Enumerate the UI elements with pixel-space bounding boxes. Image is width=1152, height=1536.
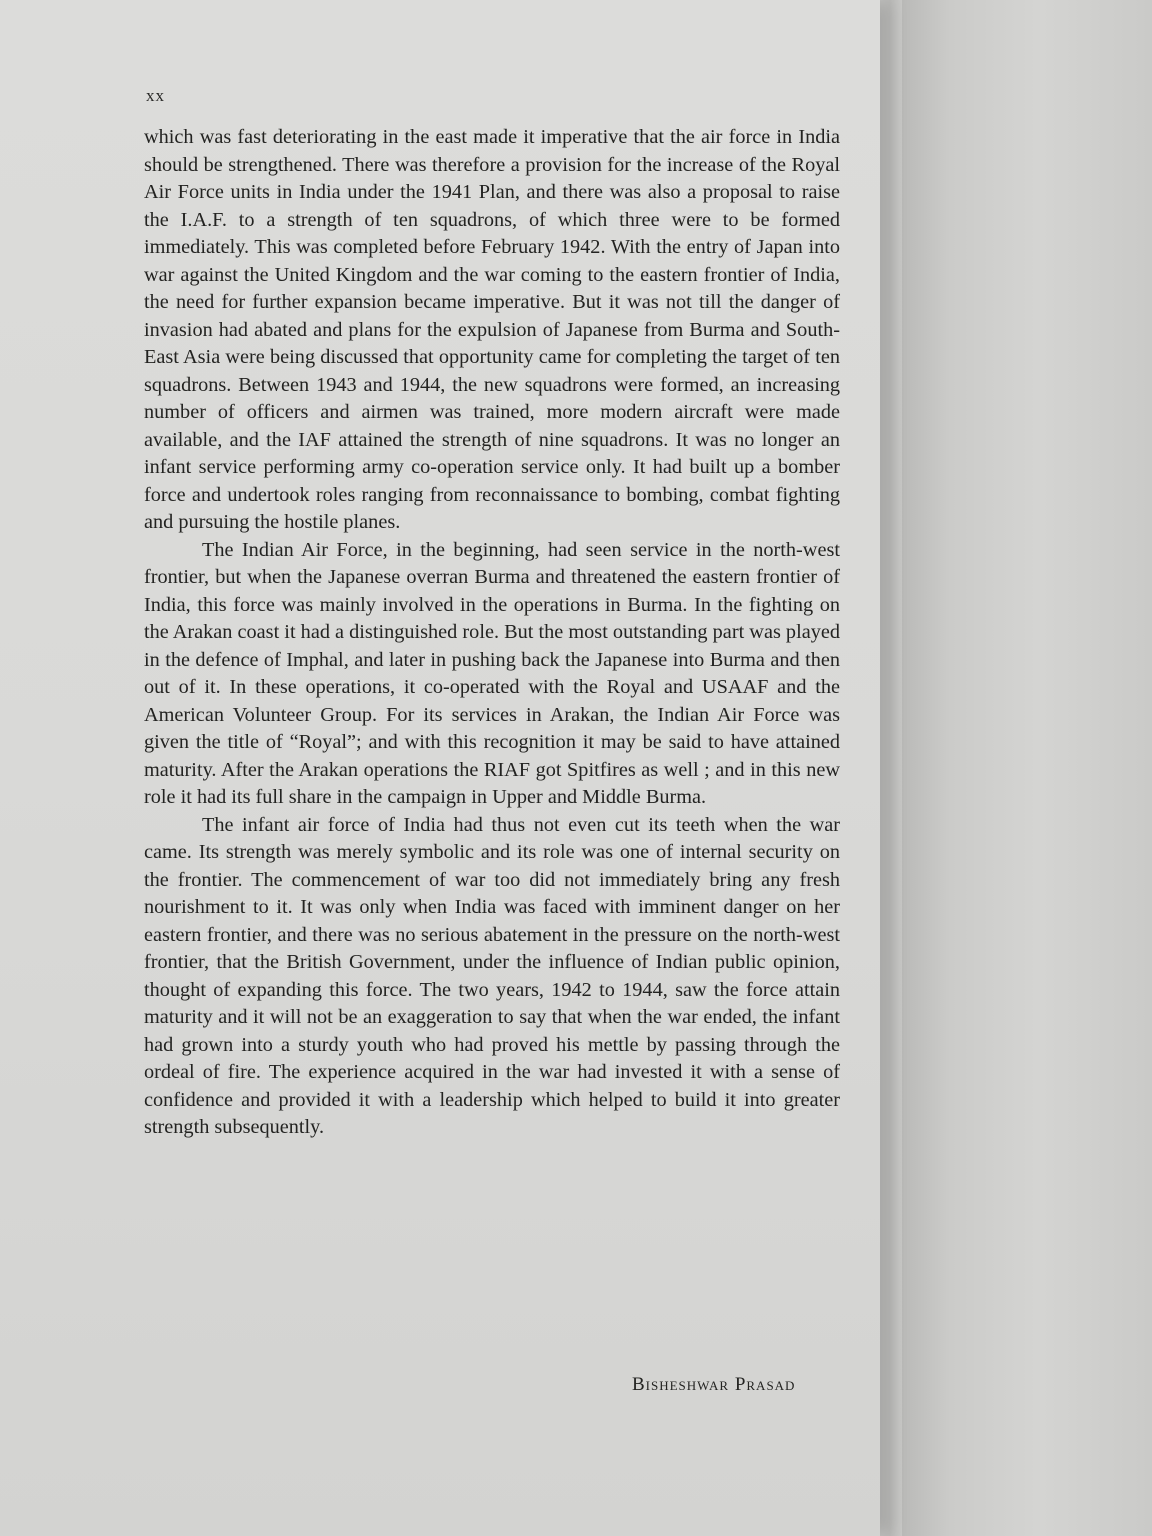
paragraph-3: The infant air force of India had thus not even cut its teeth when the war came. Its strength was merely symbolic and its role was one of internal security on the frontier. The commencement of war too did not immediately bring any fresh nourishment to it. It was only when India was faced with imminent danger on her eastern frontier, and there was no serious abatement in the pressure on the north-west frontier, that the British Government, under the influence of Indian public opinion, thought of expanding this force. The two years, 1942 to 1944, saw the force attain maturity and it will not be an exaggeration to say that when the war ended, the infant had grown into a sturdy youth who had proved his mettle by passing through the ordeal of fire. The experience acquired in the war had invested it with a sense of confidence and provided it with a leadership which helped to build it into greater strength subsequently.	[144, 813, 840, 1138]
page-number: xx	[146, 86, 165, 105]
paragraph-2: The Indian Air Force, in the beginning, had seen service in the north-west frontier, but when the Japanese overran Burma and threatened the eastern frontier of India, this force was mainly involved in the operations in Burma. In the fighting on the Arakan coast it had a distinguished role. But the most outstanding part was played in the defence of Imphal, and later in pushing back the Japanese into Burma and then out of it. In these operations, it co-operated with the Royal and USAAF and the American Volunteer Group. For its services in Arakan, the Indian Air Force was given the title of “Royal”; and with this recognition it may be said to have attained maturity. After the Arakan operations the RIAF got Spitfires as well ; and in this new role it had its full share in the campaign in Upper and Middle Burma.	[144, 538, 840, 808]
adjacent-page	[900, 0, 1152, 1536]
paragraph-1: which was fast deteriorating in the east made it imperative that the air force in India should be strengthened. There was therefore a provision for the increase of the Royal Air Force units in India under the 1941 Plan, and there was also a proposal to raise the I.A.F. to a strength of ten squadrons, of which three were to be formed immediately. This was completed before February 1942. With the entry of Japan into war against the United Kingdom and the war coming to the eastern frontier of India, the need for further expansion became imperative. But it was not till the danger of invasion had abated and plans for the expulsion of Japanese from Burma and South-East Asia were being discussed that opportunity came for completing the target of ten squadrons. Between 1943 and 1944, the new squadrons were formed, an increasing number of officers and airmen was trained, more modern aircraft were made available, and the IAF attained the strength of nine squadrons. It was no longer an infant service performing army co-operation service only. It had built up a bomber force and undertook roles ranging from reconnaissance to bombing, combat fighting and pursuing the hostile planes.	[144, 126, 840, 533]
author-signature: Bisheshwar Prasad	[632, 1374, 796, 1395]
body-text	[144, 124, 840, 1142]
